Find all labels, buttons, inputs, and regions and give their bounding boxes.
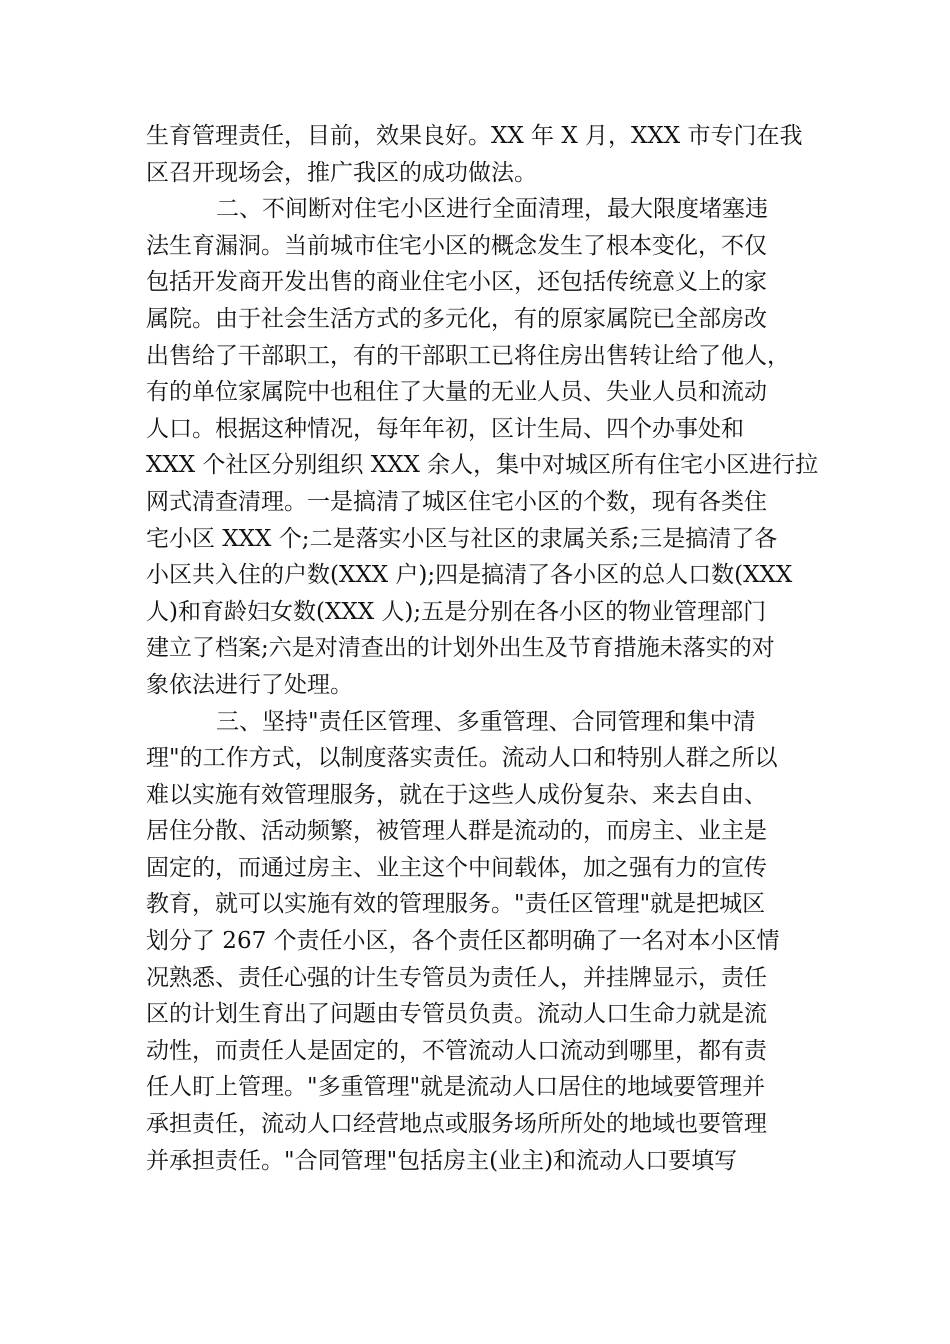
document-text-line: 有的单位家属院中也租住了大量的无业人员、失业人员和流动 (146, 379, 767, 406)
document-text-line: 宅小区 XXX 个;二是落实小区与社区的隶属关系;三是搞清了各 (146, 525, 778, 552)
document-text-line: 区的计划生育出了问题由专管员负责。流动人口生命力就是流 (146, 1001, 767, 1028)
document-text-line: 划分了 267 个责任小区，各个责任区都明确了一名对本小区情 (146, 928, 780, 955)
document-text-line: 难以实施有效管理服务，就在于这些人成份复杂、来去自由、 (146, 781, 767, 808)
document-text-line: 小区共入住的户数(XXX 户);四是搞清了各小区的总人口数(XXX (146, 562, 793, 589)
document-text-line: 象依法进行了处理。 (146, 671, 353, 698)
document-text-line: 况熟悉、责任心强的计生专管员为责任人，并挂牌显示，责任 (146, 964, 767, 991)
document-text-line: 任人盯上管理。"多重管理"就是流动人口居住的地域要管理并 (146, 1074, 766, 1101)
document-body-text (146, 118, 819, 1179)
document-text-line: 区召开现场会，推广我区的成功做法。 (146, 159, 537, 186)
document-text-line: 法生育漏洞。当前城市住宅小区的概念发生了根本变化，不仅 (146, 232, 767, 259)
document-text-line: 人)和育龄妇女数(XXX 人);五是分别在各小区的物业管理部门 (146, 598, 767, 625)
document-text-line: 固定的，而通过房主、业主这个中间载体，加之强有力的宣传 (146, 854, 767, 881)
document-text-line: 居住分散、活动频繁，被管理人群是流动的，而房主、业主是 (146, 818, 767, 845)
document-text-line: 人口。根据这种情况，每年年初，区计生局、四个办事处和 (146, 415, 744, 442)
document-text-line: 出售给了干部职工，有的干部职工已将住房出售转让给了他人， (146, 342, 790, 369)
document-text-line: 包括开发商开发出售的商业住宅小区，还包括传统意义上的家 (146, 269, 767, 296)
document-text-line: 生育管理责任，目前，效果良好。XX 年 X 月，XXX 市专门在我 (146, 123, 803, 149)
document-text-line: 网式清查清理。一是搞清了城区住宅小区的个数，现有各类住 (146, 488, 767, 515)
document-text-line: 三、坚持"责任区管理、多重管理、合同管理和集中清 (216, 708, 756, 735)
document-text-line: XXX 个社区分别组织 XXX 余人，集中对城区所有住宅小区进行拉 (146, 452, 819, 479)
document-text-line: 教育，就可以实施有效的管理服务。"责任区管理"就是把城区 (146, 891, 766, 918)
document-text-line: 二、不间断对住宅小区进行全面清理，最大限度堵塞违 (216, 196, 768, 223)
document-text-line: 建立了档案;六是对清查出的计划外出生及节育措施未落实的对 (146, 635, 775, 662)
document-text-line: 承担责任，流动人口经营地点或服务场所所处的地域也要管理 (146, 1111, 767, 1138)
document-text-line: 动性，而责任人是固定的，不管流动人口流动到哪里，都有责 (146, 1037, 767, 1064)
document-text-line: 属院。由于社会生活方式的多元化，有的原家属院已全部房改 (146, 305, 767, 332)
document-text-line: 并承担责任。"合同管理"包括房主(业主)和流动人口要填写 (146, 1147, 738, 1174)
document-text-line: 理"的工作方式，以制度落实责任。流动人口和特别人群之所以 (146, 745, 778, 772)
